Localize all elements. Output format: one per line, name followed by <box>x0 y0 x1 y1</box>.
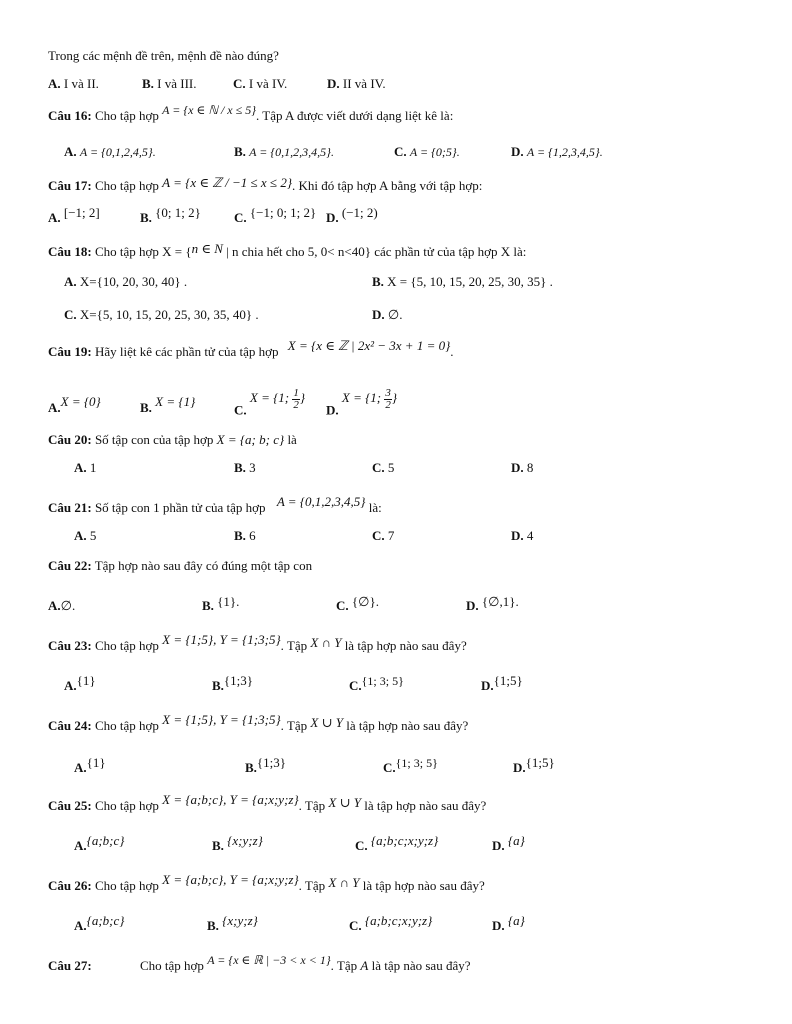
q24-option-a: A.{1} <box>74 755 106 775</box>
question-22: Câu 22: Tập hợp nào sau đây có đúng một tập con <box>48 558 313 573</box>
q17-option-b: B. {0; 1; 2} <box>140 205 201 225</box>
question-16: Câu 16: Cho tập hợp A = {x ∈ ℕ / x ≤ 5}. Tập A được viết dưới dạng liệt kê là: <box>48 103 454 123</box>
q22-option-d: D. {∅,1}. <box>466 594 519 613</box>
q17-option-d: D. (−1; 2) <box>326 205 378 225</box>
question-label: Câu 16: <box>48 108 92 123</box>
q18-option-c: C. X={5, 10, 15, 20, 25, 30, 35, 40} . <box>64 307 259 322</box>
q21-option-c: C. 7 <box>372 528 395 543</box>
question-27-body: Cho tập hợp A = {x ∈ ℝ | −3 < x < 1}. Tập A là tập nào sau đây? <box>140 953 471 973</box>
intro-option-b: B. I và III. <box>142 76 197 91</box>
q21-option-d: D. 4 <box>511 528 534 543</box>
set-expression: A = {x ∈ ℕ / x ≤ 5} <box>162 103 257 117</box>
question-19: Câu 19: Hãy liệt kê các phần tử của tập hợp X = {x ∈ ℤ | 2x² − 3x + 1 = 0}. <box>48 338 454 359</box>
q16-option-b: B. A = {0,1,2,3,4,5}. <box>234 144 334 159</box>
q22-option-a: A.∅. <box>48 598 76 613</box>
q18-option-b: B. X = {5, 10, 15, 20, 25, 30, 35} . <box>372 274 553 289</box>
q16-option-c: C. A = {0;5}. <box>394 144 460 159</box>
q26-option-b: B. {x;y;z} <box>207 913 258 933</box>
set-expression: X = {1;5}, Y = {1;3;5} <box>162 632 281 647</box>
set-expression: X = {a; b; c} <box>216 432 285 447</box>
q19-option-a: A.X = {0} <box>48 394 101 415</box>
q17-option-a: A. [−1; 2] <box>48 205 100 225</box>
set-operation: X ∩ Y <box>310 635 342 650</box>
q23-option-a: A.{1} <box>64 673 96 693</box>
fraction: $\frac{3}{2}$ <box>385 387 391 411</box>
q16-option-a: A. A = {0,1,2,4,5}. <box>64 144 156 159</box>
q19-option-c: C. X = {1; $\frac{1}{2}$ } <box>234 387 306 418</box>
q23-option-d: D.{1;5} <box>481 673 523 693</box>
q21-option-b: B. 6 <box>234 528 256 543</box>
q26-option-d: D. {a} <box>492 913 525 933</box>
q23-option-c: C.{1; 3; 5} <box>349 674 404 693</box>
set-operation: X ∪ Y <box>328 795 361 810</box>
q25-option-a: A.{a;b;c} <box>74 833 125 853</box>
intro-option-a: A. I và II. <box>48 76 99 91</box>
q23-option-b: B.{1;3} <box>212 673 254 693</box>
q19-option-b: B. X = {1} <box>140 394 196 415</box>
q20-option-d: D. 8 <box>511 460 534 475</box>
set-expression: X = {a;b;c}, Y = {a;x;y;z} <box>162 872 299 887</box>
q25-option-b: B. {x;y;z} <box>212 833 263 853</box>
q16-option-d: D. A = {1,2,3,4,5}. <box>511 144 603 159</box>
q20-option-b: B. 3 <box>234 460 256 475</box>
q20-option-c: C. 5 <box>372 460 395 475</box>
q21-option-a: A. 5 <box>74 528 97 543</box>
set-expression: A = {x ∈ ℝ | −3 < x < 1} <box>207 953 331 967</box>
q25-option-d: D. {a} <box>492 833 525 853</box>
question-27: Câu 27: <box>48 958 92 973</box>
question-23: Câu 23: Cho tập hợp X = {1;5}, Y = {1;3;5}. Tập X ∩ Y là tập hợp nào sau đây? <box>48 632 467 653</box>
intro-option-c: C. I và IV. <box>233 76 288 91</box>
set-expression: X = {x ∈ ℤ | 2x² − 3x + 1 = 0} <box>287 338 451 353</box>
q24-option-c: C.{1; 3; 5} <box>383 756 438 775</box>
q26-option-a: A.{a;b;c} <box>74 913 125 933</box>
intro-option-d: D. II và IV. <box>327 76 386 91</box>
set-operation: X ∩ Y <box>328 875 360 890</box>
question-26: Câu 26: Cho tập hợp X = {a;b;c}, Y = {a;x;y;z}. Tập X ∩ Y là tập hợp nào sau đây? <box>48 872 485 893</box>
q22-option-c: C. {∅}. <box>336 594 379 613</box>
q19-option-d: D. X = {1; $\frac{3}{2}$ } <box>326 387 398 418</box>
question-18: Câu 18: Cho tập hợp X = {n ∈ N | n chia hết cho 5, 0< n<40} các phần tử của tập hợp X là: <box>48 241 527 259</box>
q18-option-a: A. X={10, 20, 30, 40} . <box>64 274 188 289</box>
question-21: Câu 21: Số tập con 1 phần tử của tập hợp A = {0,1,2,3,4,5} là: <box>48 494 382 515</box>
q24-option-d: D.{1;5} <box>513 755 555 775</box>
set-expression: n ∈ N <box>191 241 223 256</box>
q26-option-c: C. {a;b;c;x;y;z} <box>349 913 433 933</box>
set-expression: A = {x ∈ ℤ / −1 ≤ x ≤ 2} <box>162 175 293 190</box>
q22-option-b: B. {1}. <box>202 594 240 613</box>
set-expression: X = {1;5}, Y = {1;3;5} <box>162 712 281 727</box>
q17-option-c: C. {−1; 0; 1; 2} <box>234 205 317 225</box>
set-operation: X ∪ Y <box>310 715 343 730</box>
question-24: Câu 24: Cho tập hợp X = {1;5}, Y = {1;3;5}. Tập X ∪ Y là tập hợp nào sau đây? <box>48 712 469 733</box>
q18-option-d: D. ∅. <box>372 307 403 322</box>
q25-option-c: C. {a;b;c;x;y;z} <box>355 833 439 853</box>
question-25: Câu 25: Cho tập hợp X = {a;b;c}, Y = {a;x;y;z}. Tập X ∪ Y là tập hợp nào sau đây? <box>48 792 487 813</box>
q20-option-a: A. 1 <box>74 460 97 475</box>
question-17: Câu 17: Cho tập hợp A = {x ∈ ℤ / −1 ≤ x ≤ 2}. Khi đó tập hợp A bằng với tập hợp: <box>48 175 483 193</box>
set-expression: X = {a;b;c}, Y = {a;x;y;z} <box>162 792 299 807</box>
fraction: $\frac{1}{2}$ <box>293 387 299 411</box>
q24-option-b: B.{1;3} <box>245 755 287 775</box>
intro-question: Trong các mệnh đề trên, mệnh đề nào đúng? <box>48 48 279 63</box>
question-20: Câu 20: Số tập con của tập hợp X = {a; b; c} là <box>48 432 297 447</box>
set-expression: A = {0,1,2,3,4,5} <box>276 494 366 509</box>
